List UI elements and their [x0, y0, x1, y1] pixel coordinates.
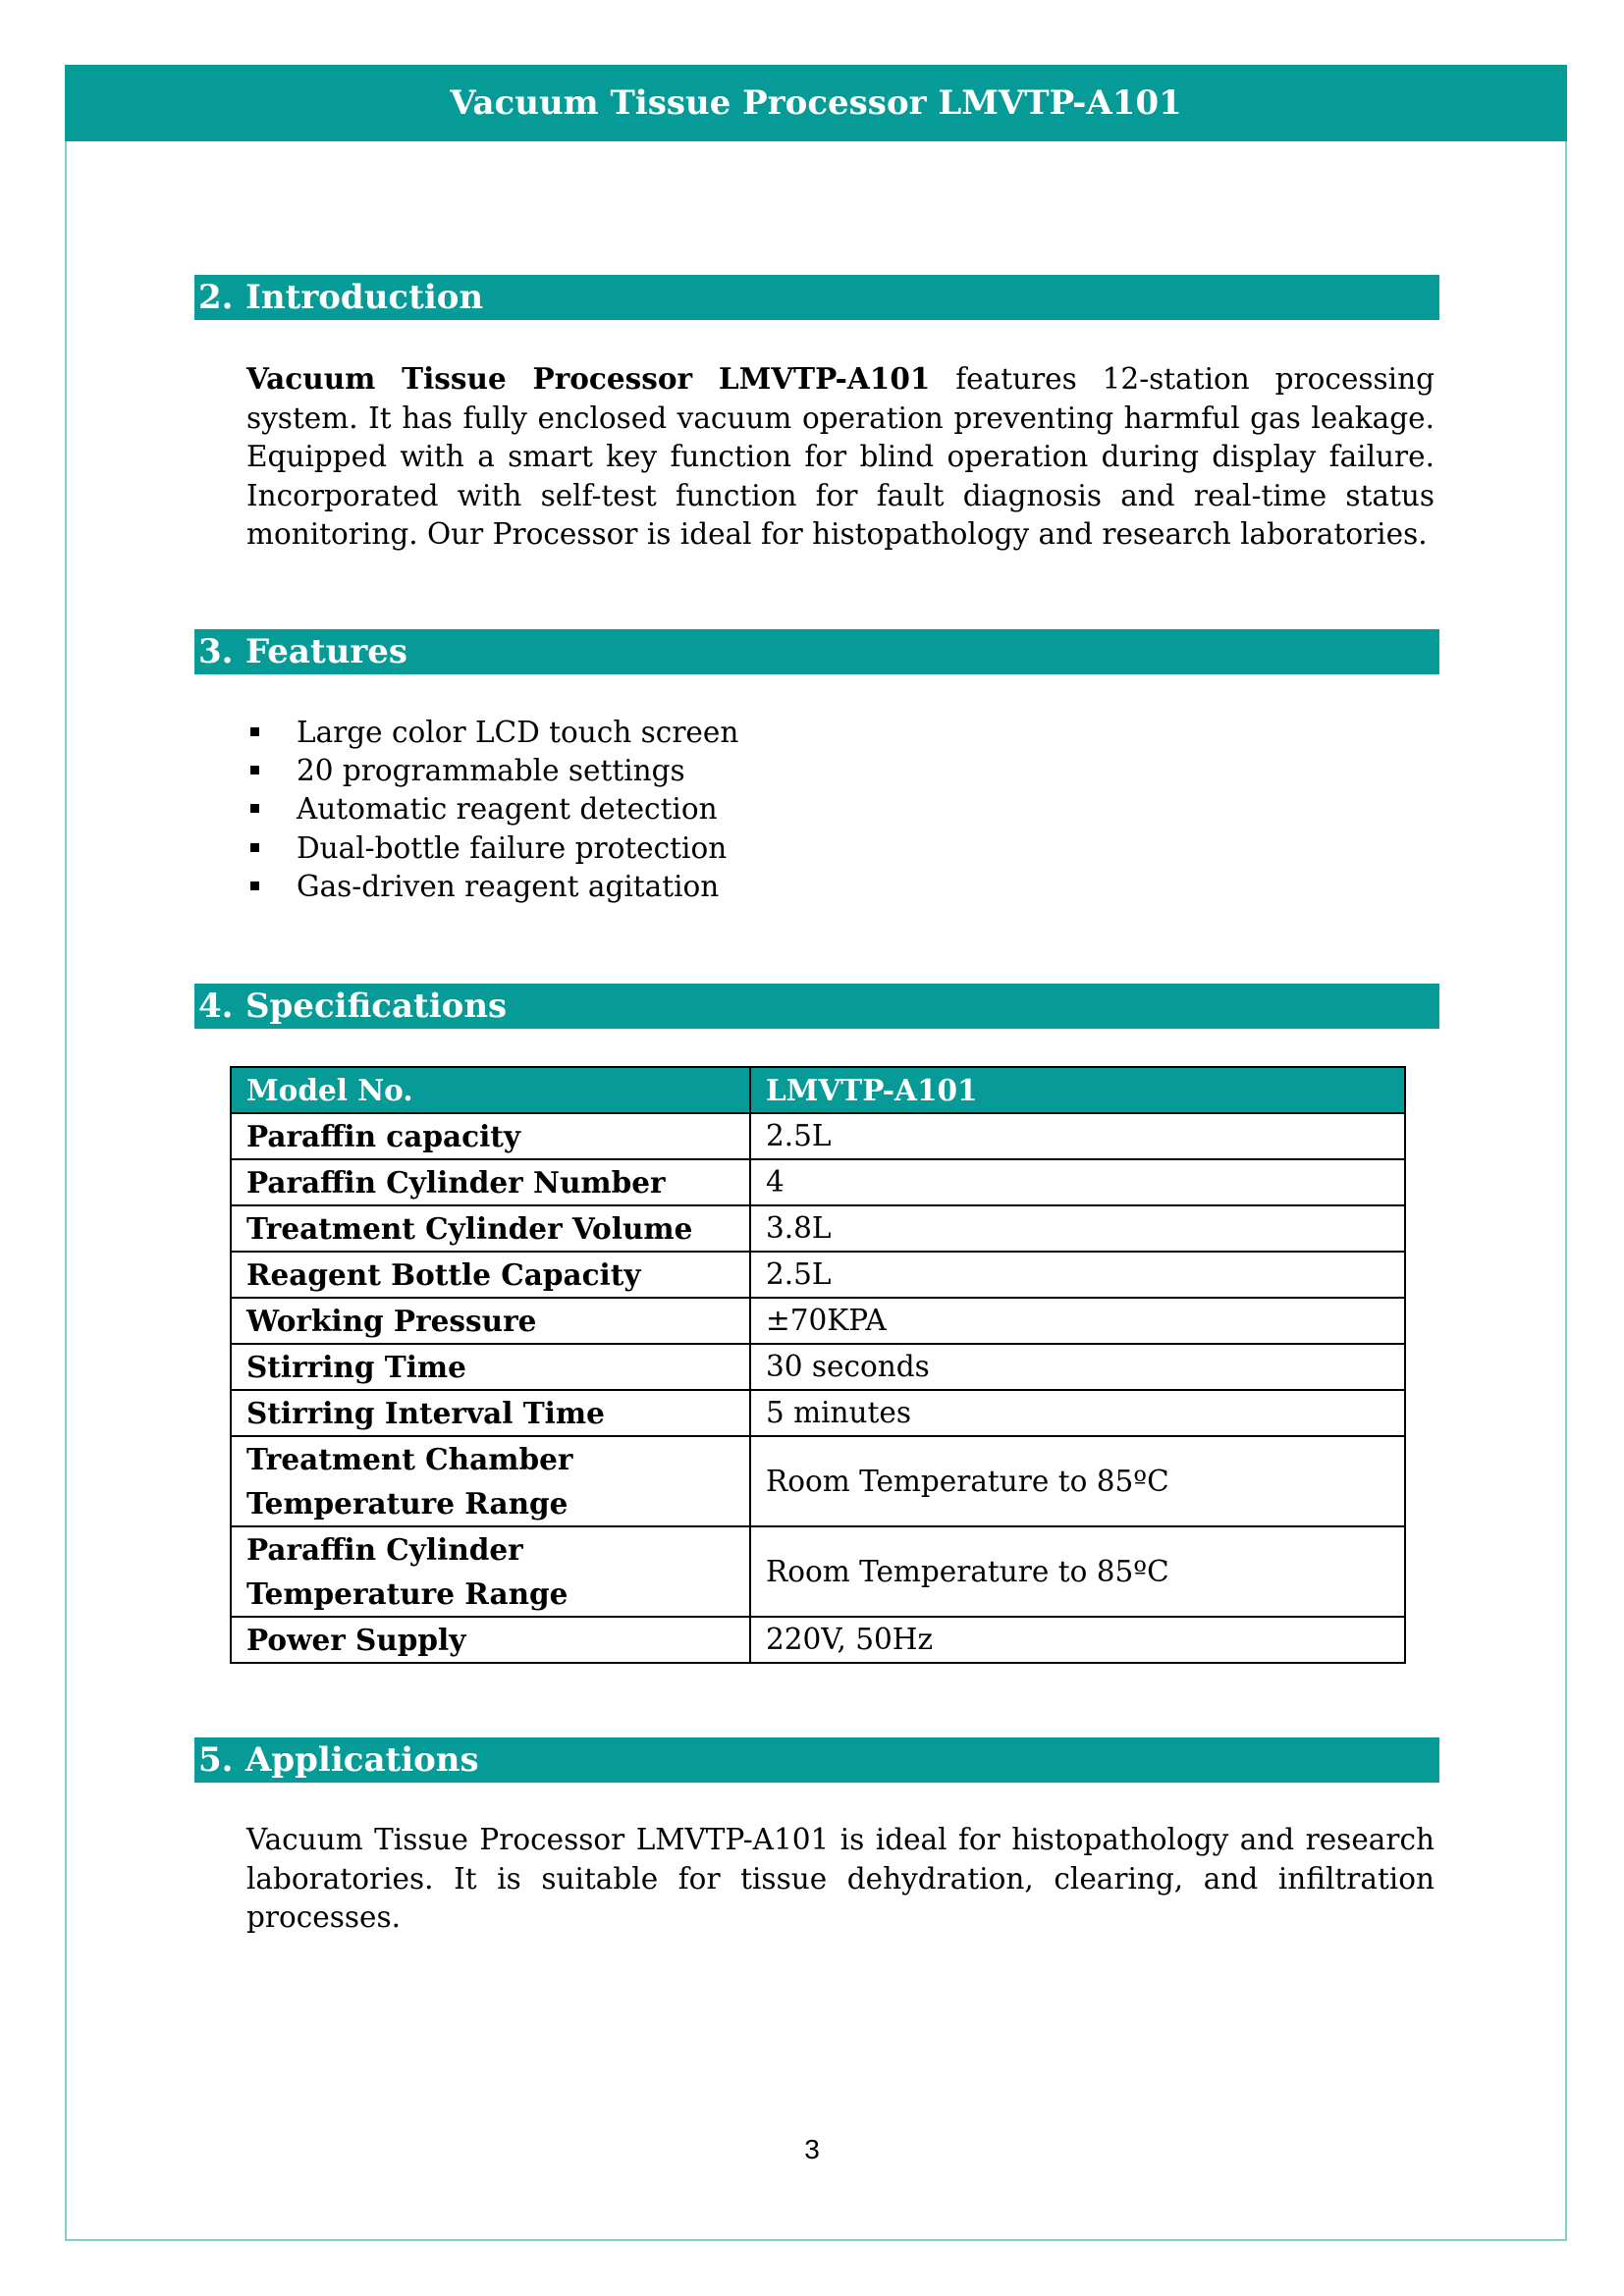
section-heading-applications: [194, 1737, 1439, 1783]
spec-key: Working Pressure: [231, 1298, 750, 1344]
spec-key: Reagent Bottle Capacity: [231, 1252, 750, 1298]
section-number: 5.: [198, 1740, 234, 1780]
list-item-text: Automatic reagent detection: [297, 792, 718, 827]
spec-key: Stirring Interval Time: [231, 1390, 750, 1436]
table-row: [231, 1113, 1405, 1159]
spec-value: Room Temperature to 85ºC: [750, 1526, 1405, 1617]
spec-key: Paraffin Cylinder Temperature Range: [231, 1526, 750, 1617]
spec-key: Paraffin capacity: [231, 1113, 750, 1159]
features-list: [246, 714, 738, 906]
square-bullet-icon: [250, 766, 259, 774]
section-heading-features: [194, 629, 1439, 674]
table-row: [231, 1617, 1405, 1663]
list-item: [246, 790, 738, 828]
square-bullet-icon: [250, 727, 259, 736]
table-row: [231, 1252, 1405, 1298]
spec-key: Treatment Cylinder Volume: [231, 1205, 750, 1252]
introduction-lead: Vacuum Tissue Processor LMVTP-A101: [246, 361, 931, 396]
spec-value: 30 seconds: [750, 1344, 1405, 1390]
table-header-cell: LMVTP-A101: [750, 1067, 1405, 1113]
spec-value: Room Temperature to 85ºC: [750, 1436, 1405, 1526]
list-item: [246, 752, 738, 790]
spec-value: 220V, 50Hz: [750, 1617, 1405, 1663]
introduction-paragraph: [246, 359, 1435, 555]
section-heading-specifications: [194, 984, 1439, 1029]
table-row: [231, 1390, 1405, 1436]
list-item: [246, 868, 738, 906]
spec-value: 2.5L: [750, 1113, 1405, 1159]
spec-value: ±70KPA: [750, 1298, 1405, 1344]
introduction-text: features 12-station processing system. It has fully enclosed vacuum operation preventing harmful gas leakage. Equipped with a smart key function for blind operation during display failure. Incorporated with self-test function for fault diagnosis and real-time status monitoring. Our Processor is ideal for histopathology and research laboratories.: [246, 362, 1435, 551]
spec-value: 2.5L: [750, 1252, 1405, 1298]
table-row: [231, 1298, 1405, 1344]
list-item-text: Dual-bottle failure protection: [297, 830, 728, 865]
section-number: 3.: [198, 632, 234, 671]
table-header-row: [231, 1067, 1405, 1113]
table-row: [231, 1526, 1405, 1617]
section-number: 4.: [198, 987, 234, 1026]
list-item-text: 20 programmable settings: [297, 754, 685, 788]
section-title: Introduction: [245, 278, 484, 317]
square-bullet-icon: [250, 804, 259, 813]
spec-key: Paraffin Cylinder Number: [231, 1159, 750, 1205]
spec-key: Power Supply: [231, 1617, 750, 1663]
list-item-text: Gas-driven reagent agitation: [297, 869, 720, 903]
spec-value: 5 minutes: [750, 1390, 1405, 1436]
page-number: 3: [804, 2134, 820, 2164]
section-heading-introduction: [194, 275, 1439, 320]
spec-value: 4: [750, 1159, 1405, 1205]
spec-value: 3.8L: [750, 1205, 1405, 1252]
table-row: [231, 1436, 1405, 1526]
section-title: Features: [245, 632, 408, 671]
spec-key: Stirring Time: [231, 1344, 750, 1390]
section-title: Specifications: [245, 987, 508, 1026]
square-bullet-icon: [250, 881, 259, 890]
list-item-text: Large color LCD touch screen: [297, 716, 739, 749]
table-header-cell: Model No.: [231, 1067, 750, 1113]
list-item: [246, 829, 738, 868]
section-number: 2.: [198, 278, 234, 317]
table-row: [231, 1205, 1405, 1252]
section-title: Applications: [245, 1740, 479, 1780]
list-item: [246, 714, 738, 752]
square-bullet-icon: [250, 843, 259, 852]
specifications-table: [230, 1066, 1406, 1664]
table-row: [231, 1344, 1405, 1390]
page-title: Vacuum Tissue Processor LMVTP-A101: [65, 65, 1567, 141]
spec-key: Treatment Chamber Temperature Range: [231, 1436, 750, 1526]
applications-paragraph: Vacuum Tissue Processor LMVTP-A101 is ideal for histopathology and research laboratories. It is suitable for tissue dehydration, clearing, and infiltration processes.: [246, 1823, 1435, 1934]
table-row: [231, 1159, 1405, 1205]
